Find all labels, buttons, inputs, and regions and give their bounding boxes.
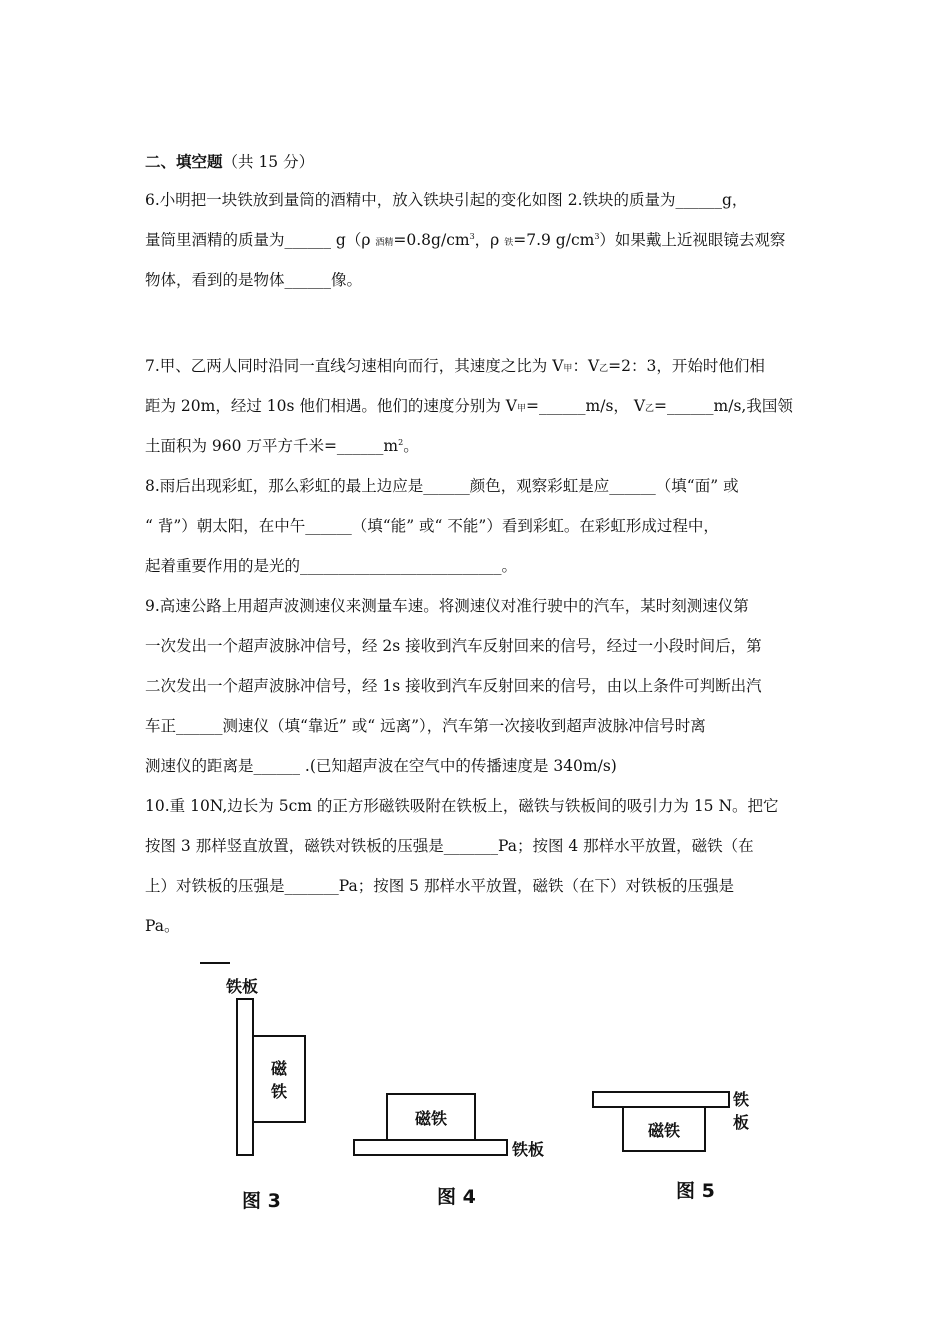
q7-line3-tail: 。 [403, 437, 419, 455]
q8-line2: “ 背”）朝太阳，在中午______（填“能” 或“ 不能”）看到彩虹。在彩虹形成过程中， [145, 517, 719, 535]
figure-5-magnet-text: 磁铁 [647, 1120, 680, 1140]
q10-line4: Pa。 [145, 917, 180, 935]
figure-5-iron-label: 铁板 [733, 1090, 750, 1132]
v-jia-subscript: 甲 [563, 364, 573, 374]
figure-3-magnet-text1: 磁 [270, 1059, 287, 1078]
q7-line1-colon: ：V [572, 357, 600, 375]
q7-line2 [145, 396, 793, 419]
q7-line1 [145, 356, 765, 379]
q7-line2-mid: =______m/s， V [526, 397, 646, 415]
figure-5-iron-label-clip [733, 1087, 760, 1133]
q9-line5: 测速仪的距离是______ .(已知超声波在空气中的传播速度是 340m/s) [145, 757, 617, 775]
cubic-superscript: 3 [594, 231, 600, 241]
section-heading [145, 152, 314, 172]
figure-4-iron-plate [353, 1139, 508, 1156]
rho-iron-subscript: 铁 [504, 238, 514, 248]
q9-line4: 车正______测速仪（填“靠近” 或“ 远离”），汽车第一次接收到超声波脉冲信号时离 [145, 717, 706, 735]
figure-5-caption: 图 5 [676, 1180, 715, 1202]
q7-line3 [145, 436, 419, 456]
v-yi-subscript: 乙 [599, 364, 609, 374]
figure-5-magnet [622, 1106, 706, 1152]
q6-line2 [145, 230, 785, 253]
q6-line2-text: 量筒里酒精的质量为______ g（ρ [145, 231, 376, 249]
q7-line2-text: 距为 20m，经过 10s 他们相遇。他们的速度分别为 V [145, 397, 518, 415]
q6-line2-value2: =7.9 g/cm [513, 231, 595, 249]
q10-line2: 按图 3 那样竖直放置，磁铁对铁板的压强是_______Pa；按图 4 那样水平放置，磁铁（在 [145, 837, 754, 855]
figure-4-caption: 图 4 [437, 1186, 476, 1208]
q10-line3: 上）对铁板的压强是_______Pa；按图 5 那样水平放置，磁铁（在下）对铁板的压强是 [145, 877, 734, 895]
rho-alcohol-subscript: 酒精 [375, 238, 394, 248]
v-jia-subscript: 甲 [517, 404, 527, 414]
q9-line2: 一次发出一个超声波脉冲信号，经 2s 接收到汽车反射回来的信号，经过一小段时间后，第 [145, 637, 762, 655]
q10-line1: 10.重 10N,边长为 5cm 的正方形磁铁吸附在铁板上，磁铁与铁板间的吸引力为 15 N。把它 [145, 797, 779, 815]
q7-line1-tail: =2：3，开始时他们相 [608, 357, 765, 375]
figure-4-iron-label: 铁板 [512, 1140, 545, 1159]
figure-3-iron-label: 铁板 [226, 977, 259, 996]
figure-4-magnet [386, 1093, 476, 1141]
figure-3-caption: 图 3 [242, 1190, 281, 1212]
section-points: （共 15 分） [222, 153, 315, 171]
q7-line3-text: 土面积为 960 万平方千米=______m [145, 437, 399, 455]
q7-line1-text: 7.甲、乙两人同时沿同一直线匀速相向而行，其速度之比为 V [145, 357, 564, 375]
figure-3-magnet-text2: 铁 [270, 1082, 287, 1101]
q9-line3: 二次发出一个超声波脉冲信号，经 1s 接收到汽车反射回来的信号，由以上条件可判断出汽 [145, 677, 762, 695]
q6-line3: 物体，看到的是物体______像。 [145, 271, 363, 289]
v-yi-subscript: 乙 [645, 404, 655, 414]
q8-line3: 起着重要作用的是光的__________________________。 [145, 557, 518, 575]
section-title: 二、填空题 [145, 152, 223, 171]
figure-3-magnet [252, 1035, 306, 1123]
cubic-superscript: 3 [469, 231, 475, 241]
q8-line1: 8.雨后出现彩虹，那么彩虹的最上边应是______颜色，观察彩虹是应______（填“面” 或 [145, 477, 739, 495]
q9-line1: 9.高速公路上用超声波测速仪来测量车速。将测速仪对准行驶中的汽车，某时刻测速仪第 [145, 597, 749, 615]
figure-3-mark [200, 962, 230, 964]
figure-4-magnet-text: 磁铁 [414, 1108, 447, 1128]
q7-line2-tail: =______m/s,我国领 [654, 397, 793, 415]
q6-line2-value: =0.8g/cm [393, 231, 470, 249]
square-superscript: 2 [398, 437, 404, 447]
q6-line2-sep: ，ρ [474, 231, 505, 249]
q6-line1: 6.小明把一块铁放到量筒的酒精中，放入铁块引起的变化如图 2.铁块的质量为______g， [145, 191, 748, 209]
q6-line2-tail: ）如果戴上近视眼镜去观察 [599, 231, 786, 249]
